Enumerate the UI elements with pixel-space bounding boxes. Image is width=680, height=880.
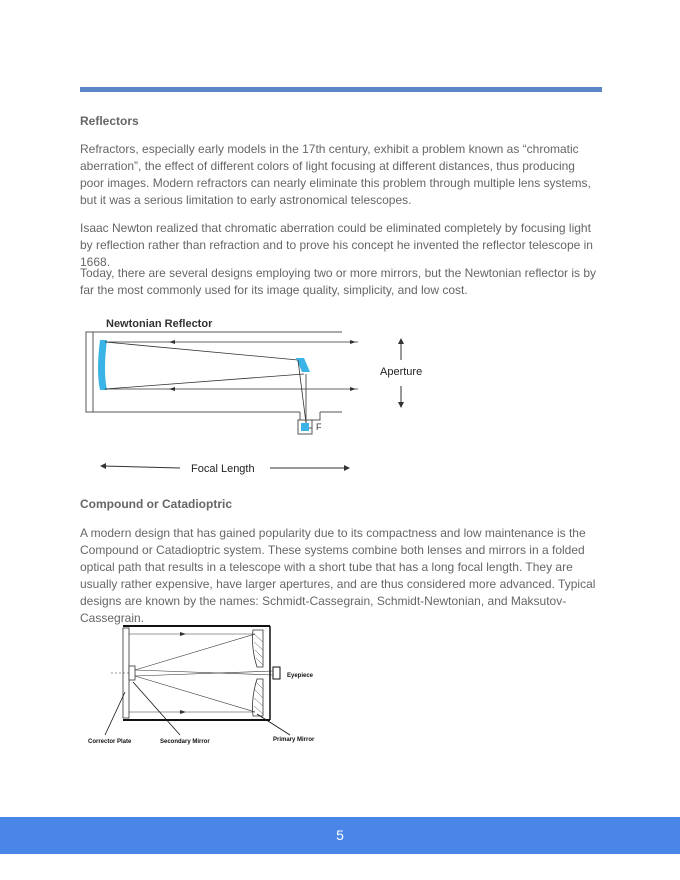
- tube-back: [86, 332, 93, 412]
- top-rule: [80, 87, 602, 92]
- primary-mirror: [98, 340, 107, 390]
- focal-length-label: Focal Length: [191, 463, 255, 475]
- catadioptric-diagram: [85, 620, 325, 750]
- eyepiece: [273, 667, 280, 679]
- primary-mirror-label: Primary Mirror: [273, 737, 315, 743]
- corrector-plate-label: Corrector Plate: [88, 739, 132, 745]
- reflectors-paragraph-2: Isaac Newton realized that chromatic aberration could be eliminated completely by focusing light by reflection rather than refraction and to prove his concept he invented the reflector telescope in 1668.: [80, 221, 593, 269]
- secondary-mirror: [129, 666, 135, 680]
- focus-label: F: [316, 422, 322, 432]
- primary-mirror-bottom: [253, 679, 264, 716]
- newtonian-title: Newtonian Reflector: [106, 318, 213, 330]
- compound-paragraph-1: A modern design that has gained popularity due to its compactness and low maintenance is the Compound or Catadioptric system. These systems combine both lenses and mirrors in a folded optical path that results in a telescope with a short tube that has a long focal length. They are usually rather expensive, have larger apertures, and are thus considered more advanced. Typical designs are known by the names: Schmidt-Cassegrain, Schmidt-Newtonian, and Maksutov-Cassegrain.: [80, 526, 596, 625]
- reflectors-paragraph-3: Today, there are several designs employing two or more mirrors, but the Newtonian reflector is by far the most commonly used for its image quality, simplicity, and low cost.: [80, 266, 597, 297]
- page-number: 5: [336, 827, 344, 843]
- reflectors-paragraph-1: Refractors, especially early models in the 17th century, exhibit a problem known as “chromatic aberration”, the effect of different colors of light focusing at different distances, thus producing poor images. Modern refractors can nearly eliminate this problem through multiple lens systems, but it was a serious limitation to early astronomical telescopes.: [80, 142, 591, 207]
- aperture-label: Aperture: [380, 366, 423, 378]
- newtonian-reflector-diagram: [80, 310, 440, 480]
- eyepiece-label: Eyepiece: [287, 673, 314, 679]
- secondary-mirror-label: Secondary Mirror: [160, 739, 210, 745]
- page-footer: [0, 817, 680, 854]
- compound-heading: Compound or Catadioptric: [80, 497, 232, 511]
- reflectors-heading: Reflectors: [80, 114, 139, 128]
